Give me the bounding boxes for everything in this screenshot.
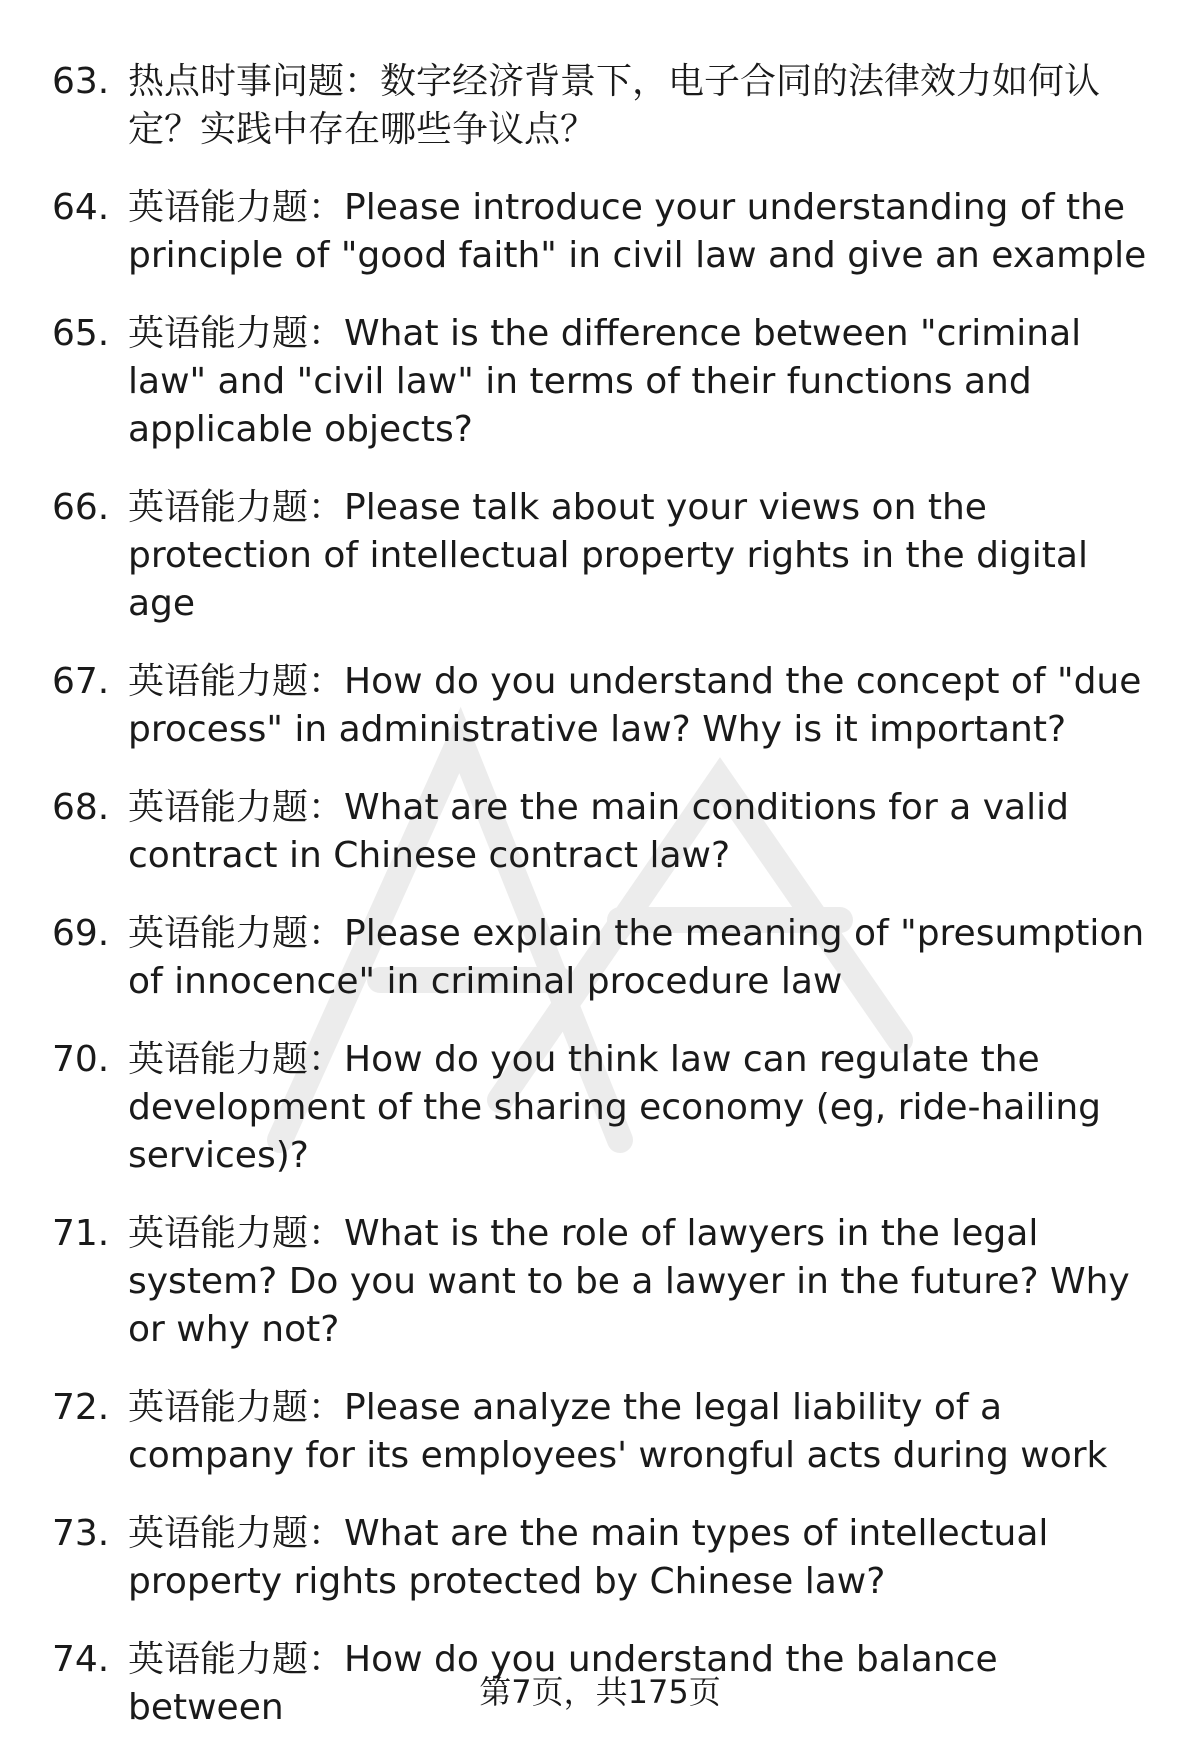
question-item-69 — [0, 910, 1200, 1006]
question-number: 67. — [52, 661, 110, 702]
question-number: 70. — [52, 1039, 110, 1080]
question-item-68 — [0, 784, 1200, 880]
question-item-71 — [0, 1210, 1200, 1354]
question-number: 72. — [52, 1387, 110, 1428]
question-text: 英语能力题：What is the difference between "criminal law" and "civil law" in terms of their functions and applicable objects? — [128, 313, 1082, 450]
question-number: 71. — [52, 1213, 110, 1254]
question-number: 73. — [52, 1513, 110, 1554]
question-item-66 — [0, 484, 1200, 628]
question-text: 英语能力题：Please analyze the legal liability of a company for its employees' wrongful acts during work — [128, 1387, 1108, 1476]
question-number: 69. — [52, 913, 110, 954]
question-text: 热点时事问题：数字经济背景下，电子合同的法律效力如何认定？实践中存在哪些争议点？ — [128, 61, 1101, 150]
question-item-72 — [0, 1384, 1200, 1480]
question-text: 英语能力题：How do you understand the balance between — [128, 1639, 998, 1728]
question-text: 英语能力题：Please talk about your views on the protection of intellectual property rights in the digital age — [128, 487, 1088, 624]
question-list — [0, 58, 1200, 1762]
question-text: 英语能力题：How do you understand the concept of "due process" in administrative law? Why is it important? — [128, 661, 1142, 750]
question-text: 英语能力题：Please explain the meaning of "presumption of innocence" in criminal procedure law — [128, 913, 1145, 1002]
question-number: 66. — [52, 487, 110, 528]
question-item-64 — [0, 184, 1200, 280]
page-footer — [0, 1670, 1200, 1714]
question-text: 英语能力题：What are the main conditions for a valid contract in Chinese contract law? — [128, 787, 1069, 876]
question-number: 65. — [52, 313, 110, 354]
question-text: 英语能力题：What is the role of lawyers in the legal system? Do you want to be a lawyer in the future? Why or why not? — [128, 1213, 1130, 1350]
question-item-73 — [0, 1510, 1200, 1606]
question-item-65 — [0, 310, 1200, 454]
question-item-63 — [0, 58, 1200, 154]
question-number: 74. — [52, 1639, 110, 1680]
question-text: 英语能力题：How do you think law can regulate the development of the sharing economy (eg, ride-hailing services)? — [128, 1039, 1102, 1176]
question-item-70 — [0, 1036, 1200, 1180]
question-number: 64. — [52, 187, 110, 228]
question-number: 68. — [52, 787, 110, 828]
question-item-67 — [0, 658, 1200, 754]
question-number: 63. — [52, 61, 110, 102]
question-text: 英语能力题：Please introduce your understanding of the principle of "good faith" in civil law and give an example — [128, 187, 1147, 276]
page-number-label: 第7页，共175页 — [479, 1673, 721, 1711]
question-text: 英语能力题：What are the main types of intellectual property rights protected by Chinese law? — [128, 1513, 1049, 1602]
